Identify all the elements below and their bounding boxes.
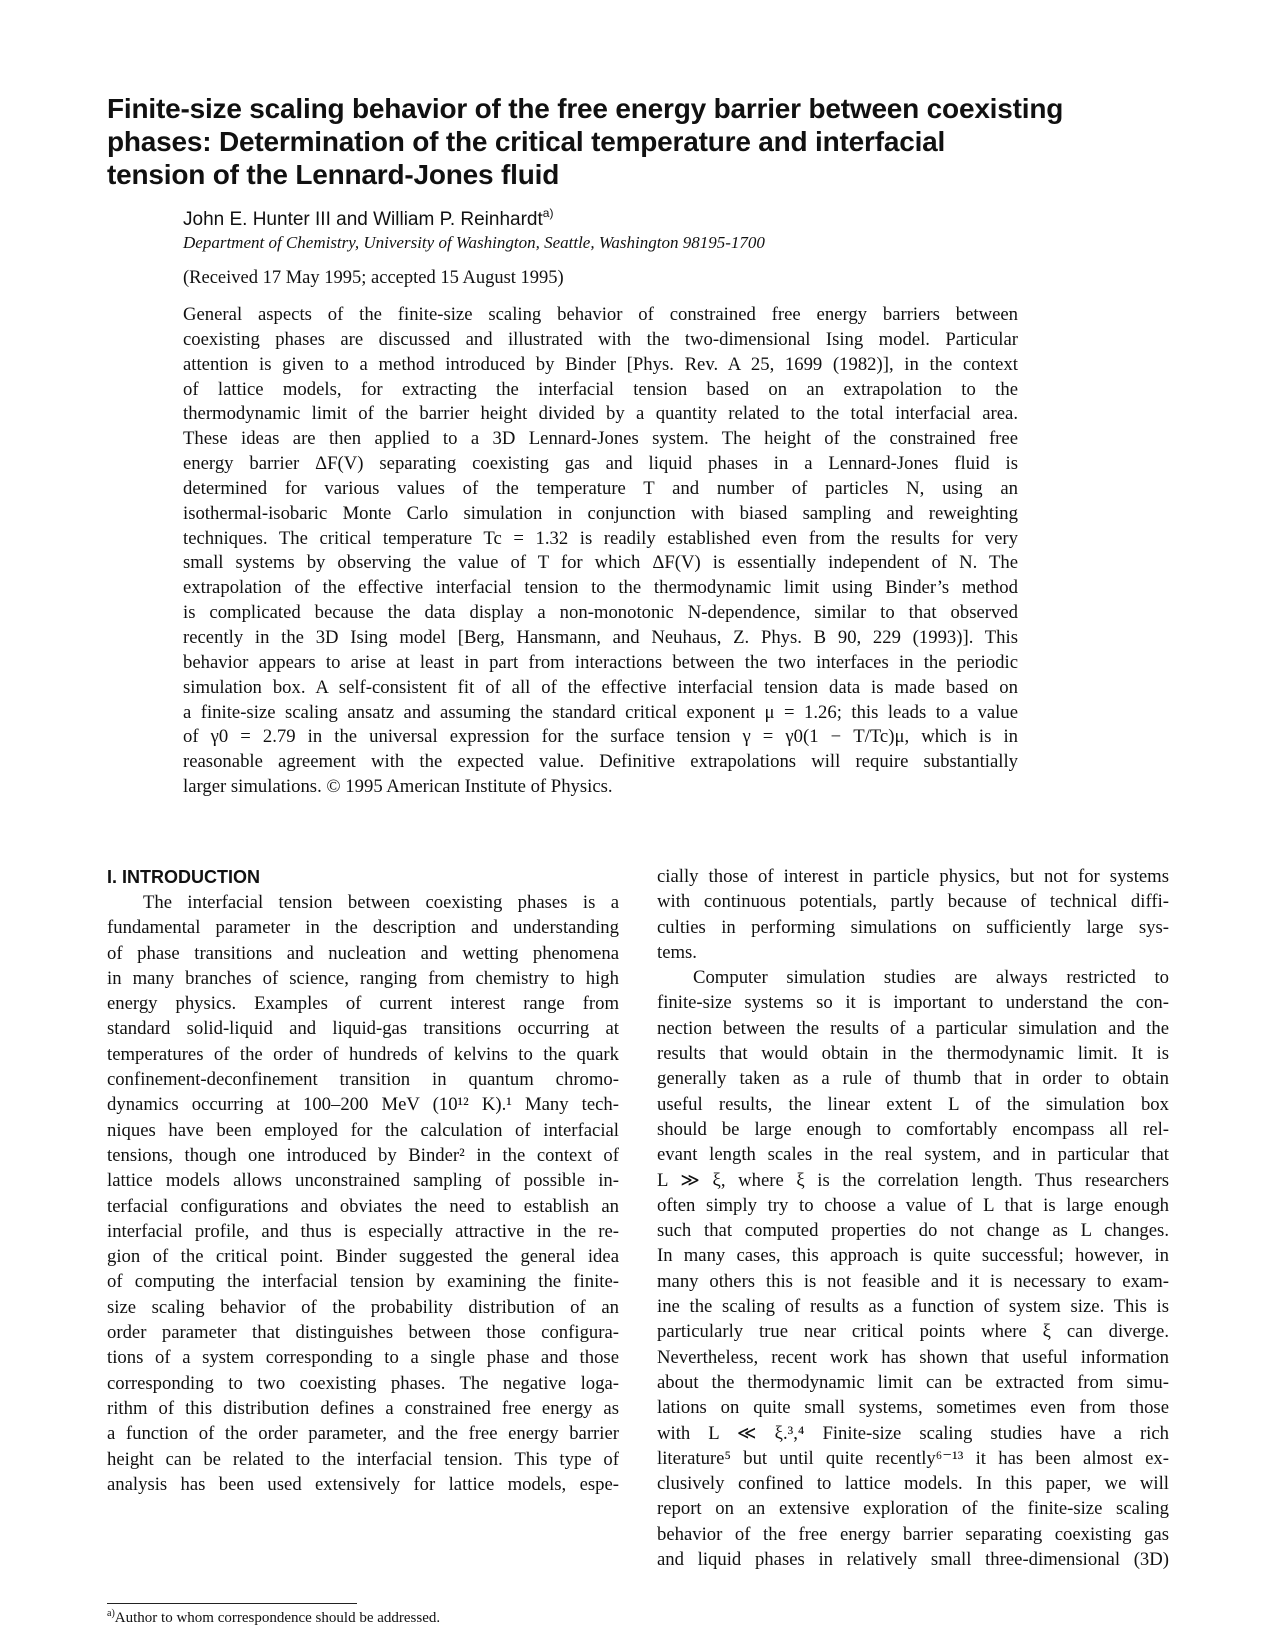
body-line: finite-size systems so it is important to understand the con- [657, 992, 1169, 1014]
section-heading-introduction: I. INTRODUCTION [107, 867, 260, 887]
body-line: in many branches of science, ranging from chemistry to high [107, 967, 619, 989]
footnote-divider [107, 1603, 357, 1604]
body-line: lations on quite small systems, sometimes even from those [657, 1397, 1169, 1419]
abstract-line: attention is given to a method introduced by Binder [Phys. Rev. A 25, 1699 (1982)], in the context [183, 353, 1018, 375]
abstract-line: is complicated because the data display a non-monotonic N-dependence, similar to that observed [183, 602, 1018, 624]
body-line: tions of a system corresponding to a single phase and those [107, 1347, 619, 1369]
author-names: John E. Hunter III and William P. Reinhardt [183, 209, 543, 230]
body-line: L ≫ ξ, where ξ is the correlation length. Thus researchers [657, 1169, 1169, 1191]
abstract-line: reasonable agreement with the expected value. Definitive extrapolations will require substantially [183, 751, 1018, 773]
body-line: standard solid-liquid and liquid-gas transitions occurring at [107, 1018, 619, 1040]
title-line-1: Finite-size scaling behavior of the free energy barrier between coexisting [107, 93, 1064, 124]
abstract-line: These ideas are then applied to a 3D Lennard-Jones system. The height of the constrained free [183, 428, 1018, 450]
body-line: Nevertheless, recent work has shown that useful information [657, 1346, 1169, 1368]
body-line: corresponding to two coexisting phases. The negative loga- [107, 1372, 619, 1394]
body-line: tems. [657, 941, 697, 963]
body-line: clusively confined to lattice models. In this paper, we will [657, 1473, 1169, 1495]
body-line: rithm of this distribution defines a constrained free energy as [107, 1397, 619, 1419]
body-line: tensions, though one introduced by Binder² in the context of [107, 1144, 619, 1166]
body-line: analysis has been used extensively for lattice models, espe- [107, 1473, 619, 1495]
body-line: culties in performing simulations on sufficiently large sys- [657, 916, 1169, 938]
body-line: fundamental parameter in the description and understanding [107, 917, 619, 939]
right-column [657, 864, 1169, 1572]
left-column [107, 890, 619, 1497]
abstract-line: of lattice models, for extracting the interfacial tension based on an extrapolation to the [183, 378, 1018, 400]
abstract-line: small systems by observing the value of T for which ΔF(V) is essentially independent of N. The [183, 552, 1018, 574]
body-line: such that computed properties do not change as L changes. [657, 1220, 1169, 1242]
received-dates: (Received 17 May 1995; accepted 15 August 1995) [183, 268, 564, 288]
body-line: dynamics occurring at 100–200 MeV (10¹² K).¹ Many tech- [107, 1094, 619, 1116]
body-line: ine the scaling of results as a function of system size. This is [657, 1296, 1169, 1318]
abstract-line: extrapolation of the effective interfacial tension to the thermodynamic limit using Binder’s method [183, 577, 1018, 599]
body-line: Computer simulation studies are always restricted to [693, 967, 1169, 989]
body-line: In many cases, this approach is quite successful; however, in [657, 1245, 1169, 1267]
affiliation: Department of Chemistry, University of Washington, Seattle, Washington 98195-1700 [183, 233, 765, 252]
abstract-line: behavior appears to arise at least in part from interactions between the two interfaces in the periodic [183, 651, 1018, 673]
abstract-line: energy barrier ΔF(V) separating coexisting gas and liquid phases in a Lennard-Jones fluid is [183, 453, 1018, 475]
abstract-line: isothermal-isobaric Monte Carlo simulation in conjunction with biased sampling and reweighting [183, 502, 1018, 524]
abstract [183, 303, 1018, 800]
body-line: confinement-deconfinement transition in quantum chromo- [107, 1069, 619, 1091]
abstract-line: techniques. The critical temperature Tc = 1.32 is readily established even from the results for very [183, 527, 1018, 549]
body-line: should be large enough to comfortably encompass all rel- [657, 1118, 1169, 1140]
author-list [183, 206, 554, 231]
author-note-mark: a) [542, 206, 554, 220]
body-line: many others this is not feasible and it is necessary to exam- [657, 1270, 1169, 1292]
body-line: cially those of interest in particle physics, but not for systems [657, 866, 1169, 887]
body-line: a function of the order parameter, and the free energy barrier [107, 1423, 619, 1445]
body-line: nection between the results of a particular simulation and the [657, 1017, 1169, 1039]
body-line: of computing the interfacial tension by examining the finite- [107, 1271, 619, 1293]
body-line: about the thermodynamic limit can be extracted from simu- [657, 1371, 1169, 1393]
body-line: with continuous potentials, partly because of technical diffi- [657, 891, 1169, 913]
body-line: size scaling behavior of the probability distribution of an [107, 1296, 619, 1318]
body-line: results that would obtain in the thermodynamic limit. It is [657, 1043, 1169, 1065]
abstract-line: larger simulations. © 1995 American Institute of Physics. [183, 776, 613, 798]
abstract-line: a finite-size scaling ansatz and assuming the standard critical exponent μ = 1.26; this leads to a value [183, 701, 1018, 723]
abstract-line: determined for various values of the temperature T and number of particles N, using an [183, 477, 1018, 499]
abstract-line: coexisting phases are discussed and illustrated with the two-dimensional Ising model. Particular [183, 328, 1018, 350]
body-line: The interfacial tension between coexisting phases is a [143, 892, 619, 913]
footnote [107, 1609, 440, 1627]
body-line: of phase transitions and nucleation and wetting phenomena [107, 942, 619, 964]
abstract-line: General aspects of the finite-size scaling behavior of constrained free energy barriers between [183, 304, 1018, 325]
body-line: generally taken as a rule of thumb that in order to obtain [657, 1068, 1169, 1090]
title-line-2: phases: Determination of the critical temperature and interfacial [107, 126, 946, 157]
body-line: interfacial profile, and thus is especially attractive in the re- [107, 1220, 619, 1242]
abstract-line: recently in the 3D Ising model [Berg, Hansmann, and Neuhaus, Z. Phys. B 90, 229 (1993)]. This [183, 626, 1018, 648]
body-line: with L ≪ ξ.³,⁴ Finite-size scaling studies have a rich [657, 1422, 1169, 1444]
body-line: height can be related to the interfacial tension. This type of [107, 1448, 619, 1470]
body-line: report on an extensive exploration of the finite-size scaling [657, 1498, 1169, 1520]
body-line: literature⁵ but until quite recently⁶⁻¹³ it has been almost ex- [657, 1447, 1169, 1469]
body-line: niques have been employed for the calculation of interfacial [107, 1119, 619, 1141]
body-line: lattice models allows unconstrained sampling of possible in- [107, 1170, 619, 1192]
body-line: behavior of the free energy barrier separating coexisting gas [657, 1523, 1169, 1545]
body-line: evant length scales in the real system, and in particular that [657, 1144, 1169, 1166]
body-line: energy physics. Examples of current interest range from [107, 993, 619, 1015]
body-line: terfacial configurations and obviates the need to establish an [107, 1195, 619, 1217]
body-line: particularly true near critical points where ξ can diverge. [657, 1321, 1169, 1343]
abstract-line: thermodynamic limit of the barrier height divided by a quantity related to the total interfacial area. [183, 403, 1018, 425]
footnote-text: Author to whom correspondence should be addressed. [114, 1610, 441, 1626]
body-line: and liquid phases in relatively small three-dimensional (3D) [657, 1549, 1169, 1571]
title-line-3: tension of the Lennard-Jones fluid [107, 159, 560, 190]
body-line: often simply try to choose a value of L that is large enough [657, 1194, 1169, 1216]
paper-title [107, 92, 1187, 191]
body-line: useful results, the linear extent L of the simulation box [657, 1093, 1169, 1115]
abstract-line: simulation box. A self-consistent fit of all of the effective interfacial tension data is made based on [183, 676, 1018, 698]
body-line: order parameter that distinguishes between those configura- [107, 1322, 619, 1344]
footnote-mark: a) [107, 1608, 115, 1619]
body-line: gion of the critical point. Binder suggested the general idea [107, 1246, 619, 1268]
abstract-line: of γ0 = 2.79 in the universal expression for the surface tension γ = γ0(1 − T/Tc)μ, which is in [183, 726, 1018, 748]
body-line: temperatures of the order of hundreds of kelvins to the quark [107, 1043, 619, 1065]
